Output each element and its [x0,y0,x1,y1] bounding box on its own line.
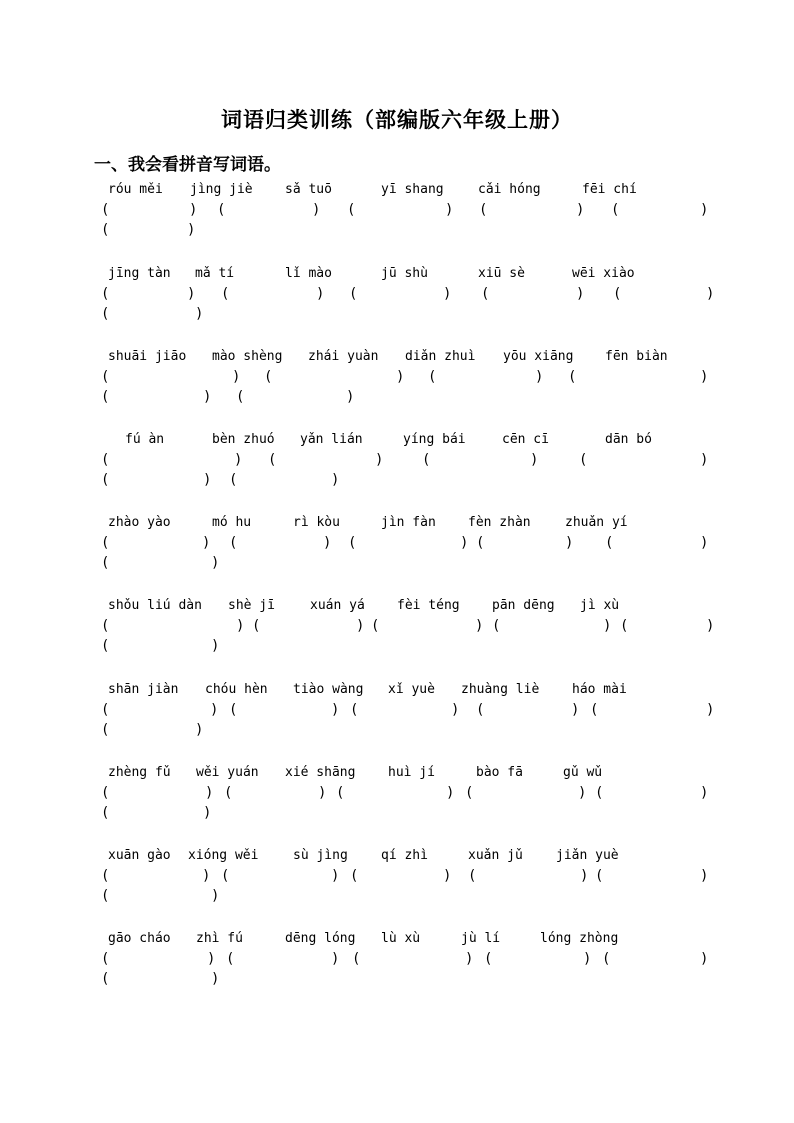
answer-blank-close: ) [189,202,198,218]
pinyin-word: fēn biàn [605,349,668,364]
answer-blank-open: ( [229,472,238,488]
answer-blank-open: ( [476,535,485,551]
pinyin-word: bèn zhuó [212,432,275,447]
exercise-group [0,432,794,502]
answer-blank-open: ( [101,452,110,468]
answer-blank-open: ( [590,702,599,718]
answer-blank-close: ) [580,868,589,884]
answer-blank-open: ( [101,202,110,218]
pinyin-word: bào fā [476,765,523,780]
answer-blank-close: ) [331,702,340,718]
exercise-group [0,682,794,752]
answer-blank-open: ( [217,202,226,218]
answer-blank-close: ) [211,888,220,904]
answer-blank-close: ) [187,222,196,238]
answer-blank-close: ) [195,306,204,322]
pinyin-word: lóng zhòng [540,931,619,946]
section-heading: 一、我会看拼音写词语。 [94,155,281,175]
pinyin-word: chóu hèn [205,682,268,697]
answer-blank-close: ) [346,389,355,405]
answer-blank-open: ( [101,702,110,718]
answer-blank-close: ) [396,369,405,385]
pinyin-word: xuān gào [108,848,171,863]
answer-blank-close: ) [356,618,365,634]
answer-blank-close: ) [211,971,220,987]
pinyin-word: shè jī [228,598,275,613]
answer-blank-open: ( [492,618,501,634]
answer-blank-close: ) [187,286,196,302]
pinyin-word: rì kòu [293,515,340,530]
answer-blank-close: ) [700,535,709,551]
pinyin-word: yíng bái [403,432,466,447]
answer-blank-open: ( [347,202,356,218]
answer-blank-open: ( [349,286,358,302]
answer-blank-close: ) [331,951,340,967]
answer-blank-open: ( [613,286,622,302]
answer-blank-open: ( [101,555,110,571]
pinyin-word: dān bó [605,432,652,447]
pinyin-word: róu měi [108,182,163,197]
answer-blank-close: ) [700,951,709,967]
answer-blank-open: ( [476,702,485,718]
answer-blank-close: ) [211,638,220,654]
answer-blank-close: ) [535,369,544,385]
pinyin-word: shān jiàn [108,682,179,697]
pinyin-word: yī shang [381,182,444,197]
answer-blank-open: ( [352,951,361,967]
answer-blank-close: ) [706,286,715,302]
pinyin-word: jìng jiè [190,182,253,197]
answer-blank-open: ( [611,202,620,218]
answer-blank-close: ) [576,202,585,218]
answer-blank-close: ) [700,369,709,385]
answer-blank-open: ( [348,535,357,551]
answer-blank-open: ( [101,971,110,987]
pinyin-word: shuāi jiāo [108,349,187,364]
pinyin-word: xiū sè [478,266,525,281]
answer-blank-open: ( [336,785,345,801]
pinyin-word: xuán yá [310,598,365,613]
pinyin-word: mào shèng [212,349,283,364]
pinyin-word: cēn cī [502,432,549,447]
answer-blank-open: ( [428,369,437,385]
pinyin-word: jì xù [580,598,620,613]
answer-blank-close: ) [700,452,709,468]
answer-blank-close: ) [210,702,219,718]
answer-blank-close: ) [460,535,469,551]
pinyin-word: gāo cháo [108,931,171,946]
answer-blank-close: ) [203,389,212,405]
answer-blank-open: ( [371,618,380,634]
answer-blank-close: ) [312,202,321,218]
answer-blank-open: ( [224,785,233,801]
pinyin-word: tiào wàng [293,682,364,697]
pinyin-word: jìn fàn [381,515,436,530]
answer-blank-open: ( [229,535,238,551]
answer-blank-open: ( [422,452,431,468]
answer-blank-close: ) [445,202,454,218]
answer-blank-close: ) [578,785,587,801]
answer-blank-close: ) [316,286,325,302]
answer-blank-close: ) [700,785,709,801]
answer-blank-close: ) [203,805,212,821]
answer-blank-close: ) [318,785,327,801]
exercise-group [0,515,794,585]
answer-blank-close: ) [603,618,612,634]
answer-blank-close: ) [203,472,212,488]
pinyin-word: zhì fú [196,931,243,946]
pinyin-word: mó hu [212,515,252,530]
pinyin-word: jīng tàn [108,266,171,281]
answer-blank-open: ( [101,888,110,904]
answer-blank-open: ( [236,389,245,405]
answer-blank-open: ( [221,868,230,884]
pinyin-word: wěi yuán [196,765,259,780]
exercise-group [0,598,794,668]
answer-blank-close: ) [576,286,585,302]
answer-blank-open: ( [481,286,490,302]
pinyin-word: fú àn [125,432,165,447]
answer-blank-close: ) [451,702,460,718]
pinyin-word: jù lí [461,931,501,946]
pinyin-word: zhuàng liè [461,682,540,697]
answer-blank-close: ) [375,452,384,468]
exercise-group [0,848,794,918]
exercise-group [0,266,794,336]
answer-blank-open: ( [101,286,110,302]
answer-blank-open: ( [465,785,474,801]
pinyin-word: huì jí [388,765,435,780]
answer-blank-open: ( [350,868,359,884]
answer-blank-open: ( [264,369,273,385]
pinyin-word: sù jìng [293,848,348,863]
answer-blank-open: ( [579,452,588,468]
answer-blank-open: ( [101,369,110,385]
pinyin-word: zhèng fǔ [108,765,171,780]
answer-blank-open: ( [226,951,235,967]
answer-blank-open: ( [101,868,110,884]
exercise-group [0,765,794,835]
answer-blank-close: ) [706,702,715,718]
pinyin-word: yǎn lián [300,432,363,447]
pinyin-word: mǎ tí [195,266,235,281]
answer-blank-open: ( [350,702,359,718]
answer-blank-close: ) [323,535,332,551]
answer-blank-open: ( [484,951,493,967]
page-title: 词语归类训练（部编版六年级上册） [221,107,573,132]
answer-blank-close: ) [700,868,709,884]
pinyin-word: lǐ mào [285,266,332,281]
answer-blank-close: ) [700,202,709,218]
answer-blank-close: ) [706,618,715,634]
pinyin-word: fēi chí [582,182,637,197]
answer-blank-close: ) [331,868,340,884]
pinyin-word: fèi téng [397,598,460,613]
answer-blank-open: ( [101,638,110,654]
answer-blank-close: ) [465,951,474,967]
answer-blank-open: ( [101,222,110,238]
answer-blank-open: ( [101,306,110,322]
pinyin-word: shǒu liú dàn [108,598,202,613]
pinyin-word: xióng wěi [188,848,259,863]
answer-blank-close: ) [195,722,204,738]
answer-blank-open: ( [595,868,604,884]
pinyin-word: dēng lóng [285,931,356,946]
answer-blank-open: ( [595,785,604,801]
answer-blank-open: ( [101,951,110,967]
answer-blank-close: ) [565,535,574,551]
exercise-group [0,182,794,252]
answer-blank-close: ) [583,951,592,967]
answer-blank-close: ) [571,702,580,718]
pinyin-word: zhái yuàn [308,349,379,364]
pinyin-word: wēi xiào [572,266,635,281]
answer-blank-open: ( [101,389,110,405]
answer-blank-close: ) [236,618,245,634]
answer-blank-open: ( [101,618,110,634]
answer-blank-close: ) [331,472,340,488]
pinyin-word: zhuǎn yí [565,515,628,530]
answer-blank-close: ) [234,452,243,468]
pinyin-word: xuǎn jǔ [468,848,523,863]
answer-blank-close: ) [202,535,211,551]
answer-blank-open: ( [479,202,488,218]
pinyin-word: jiǎn yuè [556,848,619,863]
answer-blank-close: ) [446,785,455,801]
answer-blank-open: ( [268,452,277,468]
answer-blank-close: ) [211,555,220,571]
answer-blank-close: ) [443,286,452,302]
pinyin-word: gǔ wǔ [563,765,603,780]
answer-blank-close: ) [207,951,216,967]
answer-blank-open: ( [468,868,477,884]
pinyin-word: fèn zhàn [468,515,531,530]
pinyin-word: diǎn zhuì [405,349,476,364]
answer-blank-open: ( [252,618,261,634]
answer-blank-open: ( [602,951,611,967]
answer-blank-open: ( [568,369,577,385]
pinyin-word: xǐ yuè [388,682,435,697]
answer-blank-open: ( [229,702,238,718]
pinyin-word: háo mài [572,682,627,697]
answer-blank-close: ) [202,868,211,884]
answer-blank-open: ( [101,722,110,738]
pinyin-word: zhào yào [108,515,171,530]
pinyin-word: yōu xiāng [503,349,574,364]
exercise-group [0,349,794,419]
pinyin-word: qí zhì [381,848,428,863]
answer-blank-open: ( [101,785,110,801]
pinyin-word: pān dēng [492,598,555,613]
answer-blank-open: ( [620,618,629,634]
pinyin-word: jū shù [381,266,428,281]
pinyin-word: lù xù [381,931,421,946]
answer-blank-open: ( [605,535,614,551]
answer-blank-close: ) [443,868,452,884]
answer-blank-open: ( [221,286,230,302]
answer-blank-close: ) [530,452,539,468]
answer-blank-open: ( [101,472,110,488]
answer-blank-open: ( [101,805,110,821]
exercise-group [0,931,794,1001]
answer-blank-close: ) [205,785,214,801]
pinyin-word: sǎ tuō [285,182,332,197]
pinyin-word: xié shāng [285,765,356,780]
pinyin-word: cǎi hóng [478,182,541,197]
answer-blank-open: ( [101,535,110,551]
answer-blank-close: ) [232,369,241,385]
answer-blank-close: ) [475,618,484,634]
